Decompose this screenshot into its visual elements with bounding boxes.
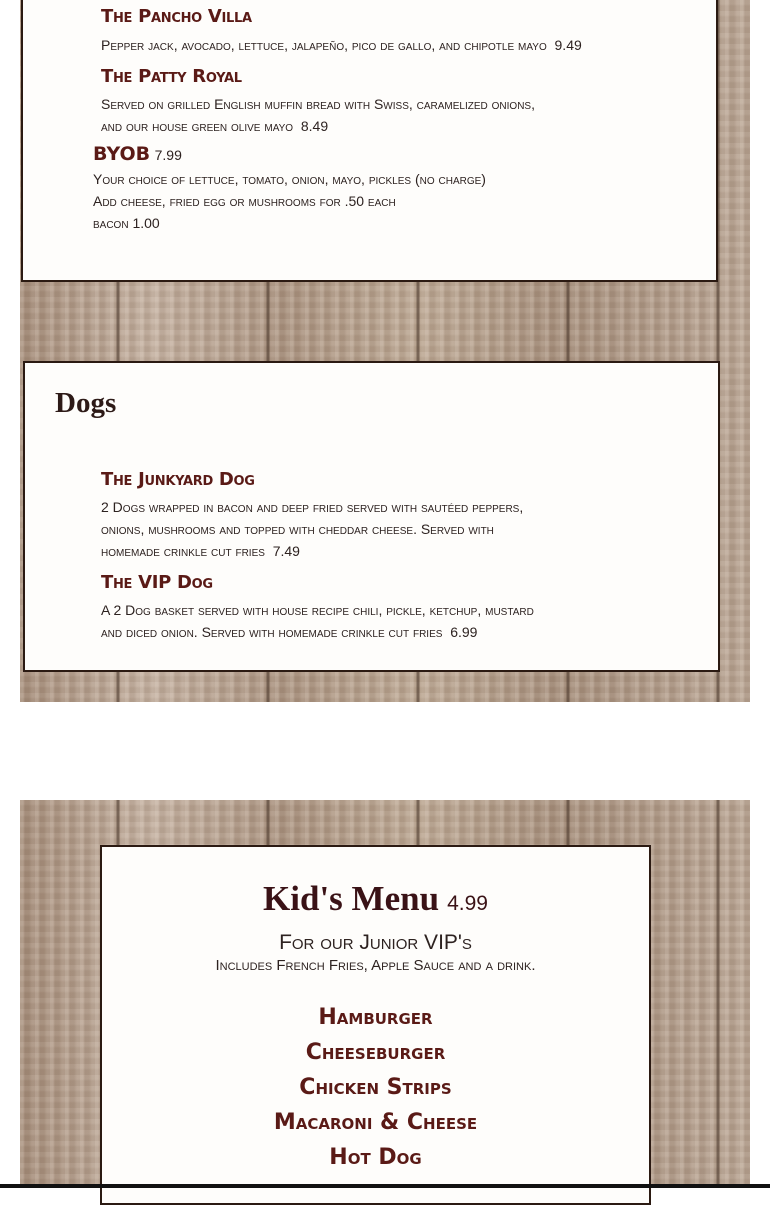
menu-item-description-line: onions, mushrooms and topped with cheddar cheese. Served with bbox=[101, 521, 494, 537]
kids-menu-item: Hamburger bbox=[318, 1005, 433, 1030]
kids-menu-item: Macaroni & Cheese bbox=[273, 1110, 478, 1135]
kids-menu-includes: Includes French Fries, Apple Sauce and a drink. bbox=[215, 957, 536, 974]
menu-item-description bbox=[93, 168, 486, 234]
menu-item-title: The VIP Dog bbox=[101, 572, 213, 593]
kids-menu-heading bbox=[102, 879, 649, 919]
menu-item-price: 8.49 bbox=[300, 118, 329, 134]
menu-item-price: 7.49 bbox=[272, 543, 300, 559]
menu-item-description-line: A 2 Dog basket served with house recipe chili, pickle, ketchup, mustard bbox=[101, 602, 534, 618]
menu-item-title: The Pancho Villa bbox=[101, 6, 252, 27]
bottom-edge bbox=[0, 1184, 770, 1188]
menu-item-title: BYOB bbox=[93, 143, 151, 165]
menu-item-description bbox=[101, 599, 534, 643]
kids-menu-item: Chicken Strips bbox=[299, 1075, 452, 1100]
menu-item-title: The Junkyard Dog bbox=[101, 469, 255, 490]
section-title: Dogs bbox=[55, 387, 117, 419]
burgers-panel bbox=[21, 0, 718, 282]
kids-menu-subtitle: For our Junior VIP's bbox=[279, 931, 472, 954]
menu-item-title: The Patty Royal bbox=[101, 66, 242, 87]
menu-item-description bbox=[101, 34, 582, 56]
menu-item-description bbox=[101, 496, 523, 562]
kids-menu-price: 4.99 bbox=[447, 892, 488, 915]
kids-menu-panel bbox=[100, 845, 651, 1205]
kids-menu-item: Cheeseburger bbox=[305, 1040, 446, 1065]
menu-item-description-line: and diced onion. Served with homemade crinkle cut fries bbox=[101, 624, 443, 640]
menu-item-description-line: Add cheese, fried egg or mushrooms for .50 each bbox=[93, 193, 396, 209]
menu-item-description-line: homemade crinkle cut fries bbox=[101, 543, 265, 559]
byob-heading bbox=[93, 143, 182, 165]
kids-menu-item: Hot Dog bbox=[329, 1145, 422, 1170]
menu-item-price: 7.99 bbox=[154, 147, 182, 163]
menu-item-description bbox=[101, 93, 535, 137]
menu-item-description-line: Served on grilled English muffin bread with Swiss, caramelized onions, bbox=[101, 96, 535, 112]
dogs-panel bbox=[23, 361, 720, 672]
menu-item-price: 9.49 bbox=[554, 37, 582, 53]
section-title: Kid's Menu bbox=[263, 879, 440, 918]
menu-item-description-line: and our house green olive mayo bbox=[101, 118, 294, 134]
menu-item-description-line: Your choice of lettuce, tomato, onion, mayo, pickles (no charge) bbox=[93, 171, 486, 187]
menu-item-description-text: Pepper jack, avocado, lettuce, jalapeño, pico de gallo, and chipotle mayo bbox=[101, 37, 547, 53]
menu-item-description-line: 2 Dogs wrapped in bacon and deep fried served with sautéed peppers, bbox=[101, 499, 524, 515]
menu-item-price: 6.99 bbox=[450, 624, 478, 640]
menu-item-description-line: bacon 1.00 bbox=[93, 215, 160, 231]
